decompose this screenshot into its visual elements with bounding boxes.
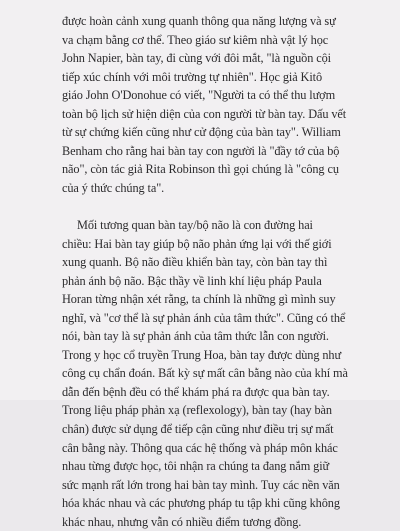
text-line: Benham cho rằng hai bàn tay con người là "đầy tớ của bộ [62, 143, 340, 158]
text-line: nghĩ, và "cơ thể là sự phản ánh của tâm thức". Cũng có thể [62, 310, 346, 325]
text-line: khác nhau, nhưng vẫn có nhiều điểm tương đồng. [62, 514, 302, 529]
text-line: John Napier, bàn tay, đi cùng với đôi mắt, "là nguồn cội [62, 51, 331, 66]
text-line: của ý thức chúng ta". [62, 180, 165, 195]
paragraph-gap [62, 197, 392, 216]
text-line: chiều: Hai bàn tay giúp bộ não phản ứng lại với thế giới [62, 236, 332, 251]
paragraph-1 [62, 12, 392, 197]
text-line: nhau từng được học, tôi nhận ra chúng ta đang nắm giữ [62, 459, 330, 474]
text-line: sức mạnh rất lớn trong hai bàn tay mình. Tuy các nền văn [62, 477, 340, 492]
text-line: cân bằng này. Thông qua các hệ thống và pháp môn khác [62, 440, 338, 455]
text-line: giáo John O'Donohue có viết, "Người ta có thể thu lượm [62, 88, 336, 103]
text-line: công cụ chẩn đoán. Bất kỳ sự mất cân bằng nào của khí mà [62, 366, 348, 381]
text-line: phản ánh bộ não. Bậc thầy về linh khí liệu pháp Paula [62, 273, 322, 288]
body-text [62, 12, 392, 531]
text-line: va chạm bằng cơ thể. Theo giáo sư kiêm nhà vật lý học [62, 32, 329, 47]
text-line: não", còn tác giả Rita Robinson thì gọi chúng là "công cụ [62, 162, 339, 177]
text-line: xung quanh. Bộ não điều khiển bàn tay, còn bàn tay thì [62, 255, 328, 270]
text-line: nói, bàn tay là sự phản ánh của tâm thức lẫn con người. [62, 329, 329, 344]
text-line: toàn bộ lịch sử hiện diện của con người từ bàn tay. Dấu vết [62, 106, 347, 121]
text-line: từ sự chứng kiến cũng như cử động của bàn tay". William [62, 125, 341, 140]
text-line: Trong y học cổ truyền Trung Hoa, bàn tay được dùng như [62, 347, 342, 362]
text-line: Mối tương quan bàn tay/bộ não là con đường hai [77, 217, 313, 232]
text-line: dẫn đến bệnh đều có thể khám phá ra được qua bàn tay. [62, 384, 330, 399]
text-line: tiếp xúc chính với môi trường tự nhiên". Học giả Kitô [62, 69, 322, 84]
text-line: được hoàn cảnh xung quanh thông qua năng lượng và sự [62, 14, 336, 28]
paragraph-2 [62, 216, 392, 531]
text-line: Trong liệu pháp phản xạ (reflexology), bàn tay (hay bàn [62, 403, 332, 418]
text-line: chân) được sử dụng để tiếp cận cũng như điều trị sự mất [62, 421, 334, 436]
text-line: hóa khác nhau và các phương pháp tu tập khi cũng không [62, 496, 340, 511]
text-line: Horan từng nhận xét rằng, ta chính là những gì mình suy [62, 292, 336, 307]
